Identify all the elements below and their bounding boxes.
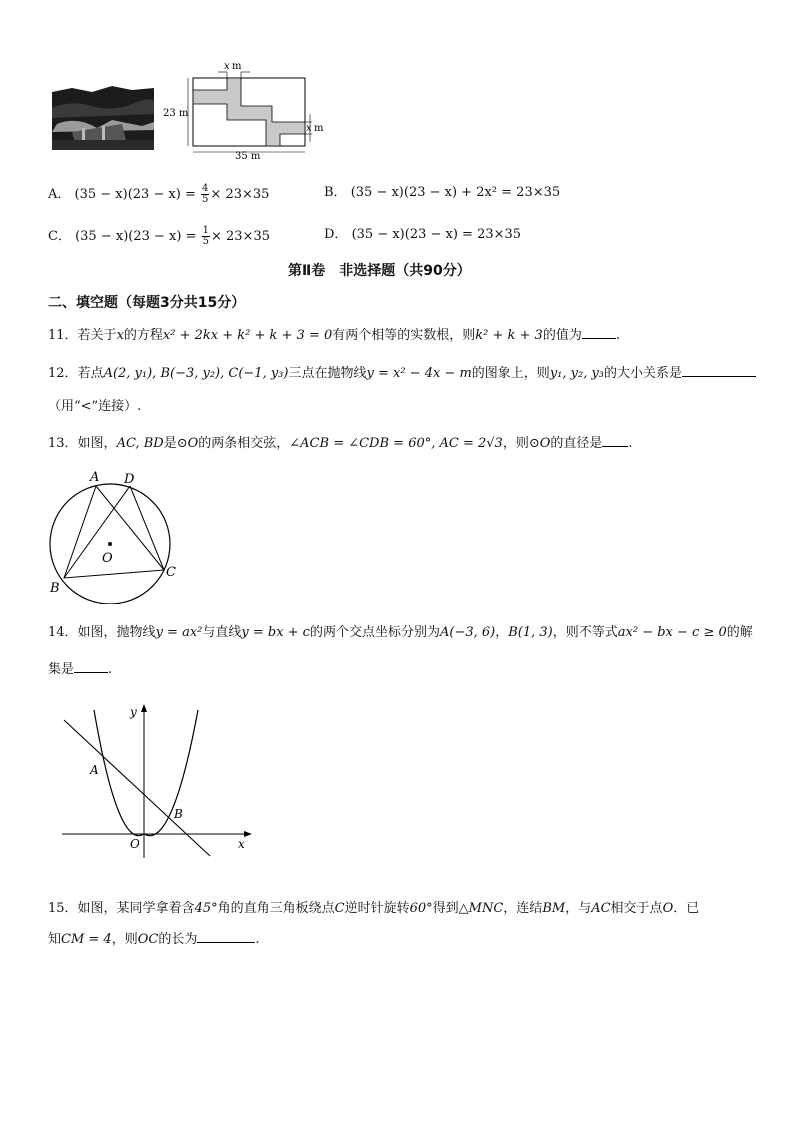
label-a: A: [90, 470, 100, 485]
question-13: 13．如图，AC, BD是⊙O的两条相交弦，∠ACB = ∠CDB = 60°, AC = 2√3，则⊙O的直径是 .: [48, 436, 633, 451]
fraction: $\frac{1}{5}$: [202, 225, 209, 247]
question-14-line2: 集是 .: [48, 662, 113, 677]
circle-figure: [44, 464, 184, 604]
question-15-line2: 知CM = 4，则OC的长为 .: [48, 932, 260, 947]
label-b: B: [50, 581, 60, 596]
origin-label: O: [130, 837, 140, 851]
point-b-label: B: [174, 807, 183, 821]
parabola-figure: [58, 700, 258, 860]
road-diagram: [160, 58, 335, 166]
answer-blank[interactable]: [602, 434, 628, 447]
label-d: D: [124, 472, 135, 487]
question-15: 15．如图，某同学拿着含45°角的直角三角板绕点C逆时针旋转60°得到△MNC，连结BM，与AC相交于点O．已: [48, 901, 700, 916]
option-b[interactable]: B． (35 − x)(23 − x) + 2x² = 23×35: [324, 185, 561, 200]
answer-blank[interactable]: [682, 364, 756, 377]
point-a-label: A: [90, 763, 99, 777]
answer-blank[interactable]: [582, 326, 616, 339]
option-a[interactable]: A． (35 − x)(23 − x) = $\frac{4}{5}$ × 23×35: [48, 183, 270, 205]
question-14: 14．如图，抛物线y = ax²与直线y = bx + c的两个交点坐标分别为A(−3, 6)，B(1, 3)，则不等式ax² − bx − c ≥ 0的解: [48, 625, 753, 640]
label-o: O: [102, 551, 113, 566]
section-heading: 二、填空题（每题3分共15分）: [48, 295, 246, 311]
width-label: 35 m: [235, 151, 261, 162]
option-d[interactable]: D． (35 − x)(23 − x) = 23×35: [324, 227, 522, 242]
top-x-label: x: [224, 61, 230, 72]
question-12: 12．若点A(2, y₁), B(−3, y₂), C(−1, y₃)三点在抛物线y = x² − 4x − m的图象上，则y₁, y₂, y₃的大小关系是: [48, 364, 756, 383]
label-c: C: [166, 565, 176, 580]
section-title: 第Ⅱ卷 非选择题（共90分）: [288, 263, 471, 279]
right-m-label: m: [314, 123, 324, 134]
option-c[interactable]: C． (35 − x)(23 − x) = $\frac{1}{5}$ × 23×35: [48, 225, 270, 247]
question-11: 11．若关于x的方程x² + 2kx + k² + k + 3 = 0有两个相等的实数根，则k² + k + 3的值为 .: [48, 328, 620, 343]
park-photo: [52, 80, 154, 150]
fraction: $\frac{4}{5}$: [202, 183, 209, 205]
axis-y-label: y: [130, 705, 137, 719]
answer-blank[interactable]: [74, 660, 108, 673]
right-x-label: x: [306, 123, 312, 134]
question-12-line2: （用“<”连接）.: [48, 399, 142, 414]
height-label: 23 m: [163, 108, 189, 119]
axis-x-label: x: [238, 837, 245, 851]
answer-blank[interactable]: [197, 930, 255, 943]
top-m-label: m: [232, 61, 242, 72]
